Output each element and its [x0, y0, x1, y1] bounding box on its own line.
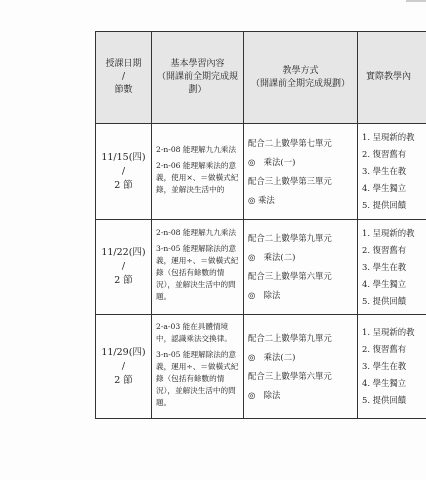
actual-item: 1. 呈現新的教 [362, 132, 415, 142]
row-date-sep: / [121, 165, 126, 177]
content-cell [152, 124, 244, 220]
lesson-plan-table [95, 31, 426, 419]
actual-item: 4. 學生獨立 [362, 278, 407, 289]
actual-item: 4. 學生獨立 [362, 183, 407, 193]
method-item: 配合三上數學第六單元 [248, 370, 332, 381]
content-item: 2-n-08 能理解九九乘法 [156, 144, 237, 154]
date-cell [96, 124, 152, 220]
header-method-title: 教學方式 [282, 65, 319, 76]
actual-item: 5. 提供回饋 [362, 200, 407, 210]
method-item: ◎ 除法 [248, 389, 281, 400]
row-date: 11/22(四) [101, 247, 146, 258]
content-item: 3-n-05 能理解除法的意義，運用÷、＝做橫式紀錄（包括有餘數的情況），並解決生活中的問題。 [156, 349, 239, 407]
header-date [96, 32, 152, 124]
actual-item: 2. 復習舊有 [362, 244, 407, 255]
method-item: ◎ 除法 [248, 290, 281, 300]
actual-item: 3. 學生在教 [362, 166, 407, 176]
method-item: 配合三上數學第六單元 [248, 271, 332, 281]
method-cell [244, 315, 358, 419]
table-row [96, 315, 426, 419]
method-item: 配合二上數學第九單元 [248, 332, 332, 343]
method-item: ◎ 乘法(一) [248, 156, 296, 167]
content-item: 2-a-03 能在具體情境中，認識乘法交換律。 [156, 321, 232, 343]
method-item: ◎ 乘法 [248, 194, 275, 205]
row-periods: 2 節 [114, 374, 133, 386]
row-date-sep: / [121, 261, 126, 272]
table-header-row [96, 32, 426, 124]
actual-item: 5. 提供回饋 [362, 395, 407, 405]
actual-item: 5. 提供回饋 [362, 295, 407, 306]
row-date: 11/15(四) [101, 151, 146, 163]
content-item: 3-n-05 能理解除法的意義，運用÷、＝做橫式紀錄（包括有餘數的情況），並解決生活中的問題。 [156, 244, 239, 301]
method-item: 配合三上數學第三單元 [248, 175, 332, 186]
header-content [152, 32, 244, 124]
row-periods: 2 節 [114, 275, 133, 286]
header-content-sub: （開課前全期完成規劃） [156, 72, 238, 95]
method-item: ◎ 乘法(二) [248, 252, 296, 262]
header-content-title: 基本學習內容 [170, 59, 225, 69]
header-date-title: 授課日期 [105, 59, 142, 69]
method-item: ◎ 乘法(二) [248, 351, 296, 362]
header-date-sep: / [121, 72, 126, 82]
method-item: 配合二上數學第七單元 [248, 137, 332, 148]
actual-item: 3. 學生在教 [362, 361, 407, 371]
date-cell [96, 220, 152, 315]
actual-cell [358, 315, 426, 419]
row-date-sep: / [121, 360, 126, 372]
row-periods: 2 節 [114, 179, 133, 191]
content-cell [152, 220, 244, 315]
actual-item: 4. 學生獨立 [362, 378, 407, 388]
header-method [244, 32, 358, 124]
actual-item: 2. 復習舊有 [362, 149, 407, 159]
actual-cell [358, 220, 426, 315]
method-cell [244, 124, 358, 220]
table-row [96, 220, 426, 315]
row-date: 11/29(四) [101, 346, 146, 358]
date-cell [96, 315, 152, 419]
content-cell [152, 315, 244, 419]
actual-cell [358, 124, 426, 220]
content-item: 2-n-08 能理解九九乘法 [156, 228, 237, 237]
method-cell [244, 220, 358, 315]
page-corner-mark [406, 0, 426, 2]
header-date-sub: 節數 [114, 85, 133, 95]
method-item: 配合二上數學第九單元 [248, 233, 332, 243]
header-method-sub: （開課前全期完成規劃） [250, 78, 350, 89]
header-actual [358, 32, 426, 124]
actual-item: 1. 呈現新的教 [362, 327, 415, 337]
actual-item: 2. 復習舊有 [362, 344, 407, 354]
header-actual-title: 實際教學內 [366, 72, 412, 82]
table-row [96, 124, 426, 220]
actual-item: 1. 呈現新的教 [362, 227, 415, 238]
actual-item: 3. 學生在教 [362, 261, 407, 272]
content-item: 2-n-06 能理解乘法的意義，使用×、＝做橫式紀錄，並解決生活中的 [156, 160, 239, 194]
